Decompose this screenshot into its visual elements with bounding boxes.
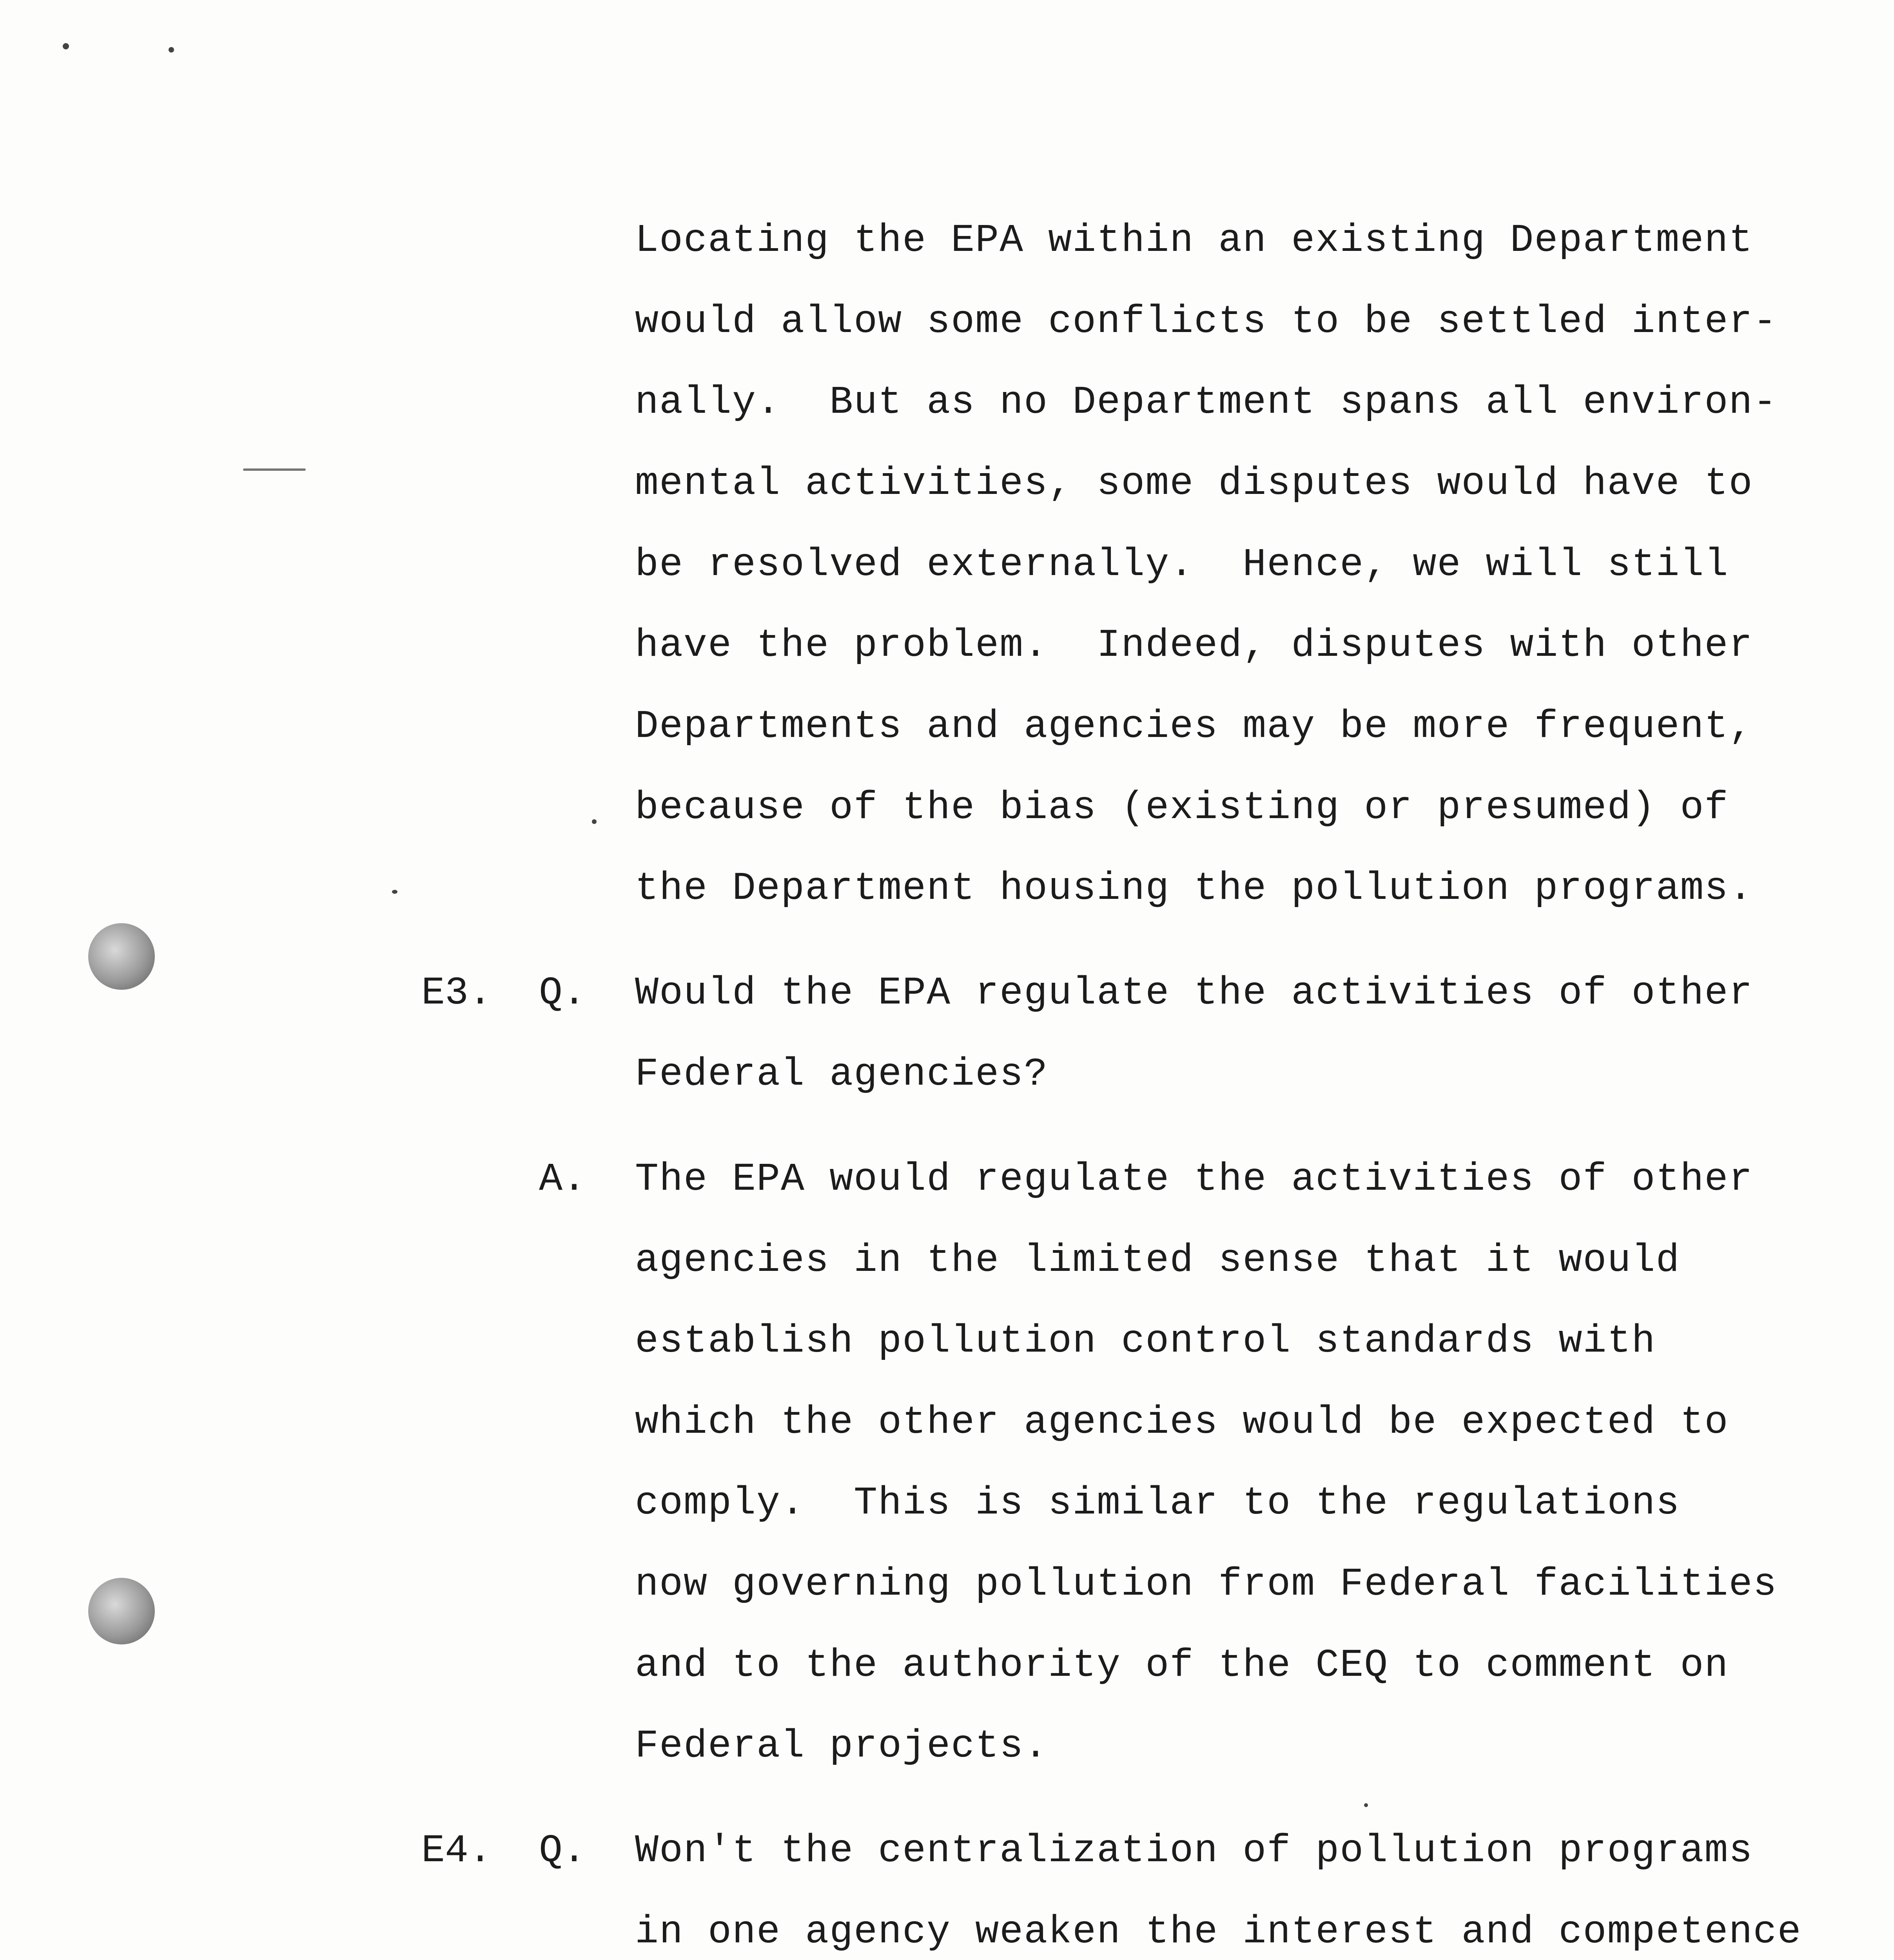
answer-line-e3: and to the authority of the CEQ to comment on (635, 1644, 1729, 1688)
punch-hole-lower (88, 1578, 155, 1644)
answer-line-e3: comply. This is similar to the regulations (635, 1481, 1680, 1526)
question-marker-e3: Q. (539, 971, 586, 1016)
question-line-e3: Federal agencies? (635, 1053, 1049, 1097)
paragraph-line: Locating the EPA within an existing Department (635, 219, 1753, 263)
answer-line-e3: Federal projects. (635, 1724, 1049, 1769)
scan-speck (243, 468, 306, 471)
scan-speck (392, 890, 397, 894)
question-marker-e4: Q. (539, 1829, 586, 1873)
answer-line-e3: now governing pollution from Federal facilities (635, 1563, 1778, 1607)
answer-line-e3: establish pollution control standards with (635, 1319, 1656, 1364)
scan-speck (169, 47, 174, 53)
punch-hole-upper (88, 923, 155, 990)
item-number-e4: E4. (421, 1829, 492, 1873)
paragraph-line: would allow some conflicts to be settled inter- (635, 300, 1778, 344)
answer-line-e3: agencies in the limited sense that it would (635, 1239, 1680, 1283)
answer-marker-e3: A. (539, 1158, 586, 1202)
question-line-e3: Would the EPA regulate the activities of other (635, 971, 1753, 1016)
question-line-e4: in one agency weaken the interest and competence (635, 1910, 1802, 1955)
paragraph-line: mental activities, some disputes would have to (635, 462, 1753, 506)
question-line-e4: Won't the centralization of pollution programs (635, 1829, 1753, 1873)
scan-speck (63, 43, 69, 49)
item-number-e3: E3. (421, 971, 492, 1016)
answer-line-e3: which the other agencies would be expected to (635, 1401, 1729, 1445)
scan-speck (592, 819, 597, 824)
paragraph-line: Departments and agencies may be more frequent, (635, 705, 1753, 749)
paragraph-line: the Department housing the pollution programs. (635, 867, 1753, 911)
paragraph-line: be resolved externally. Hence, we will still (635, 543, 1729, 587)
scan-speck (1364, 1803, 1368, 1807)
answer-line-e3: The EPA would regulate the activities of other (635, 1158, 1753, 1202)
paragraph-line: nally. But as no Department spans all environ- (635, 381, 1778, 425)
paragraph-line: have the problem. Indeed, disputes with other (635, 624, 1753, 668)
paragraph-line: because of the bias (existing or presumed) of (635, 786, 1729, 830)
